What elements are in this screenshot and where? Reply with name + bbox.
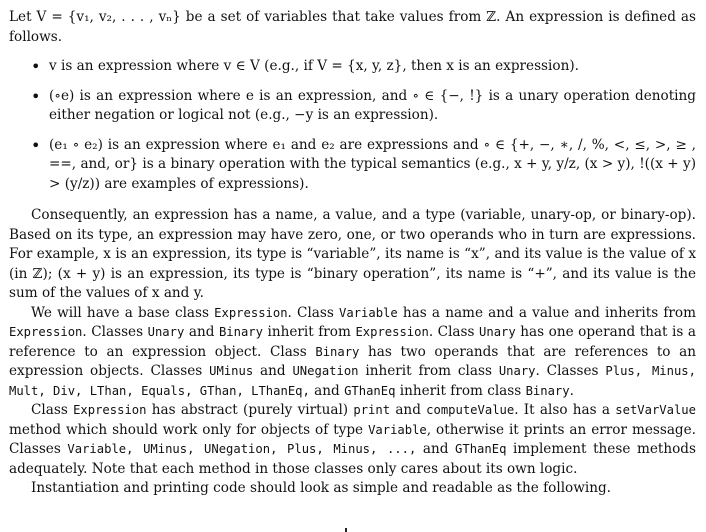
code-variable: Variable — [339, 305, 398, 320]
paragraph-classes — [9, 304, 696, 402]
text-span: has abstract (purely virtual) — [146, 402, 354, 418]
text-span: inherit from — [262, 324, 356, 340]
intro-paragraph: Let V = {v₁, v₂, . . . , vₙ} be a set of variables that take values from ℤ. An expression is defined as follows. — [9, 9, 696, 45]
code-unary: Unary — [479, 325, 516, 339]
code-setvarvalue: setVarValue — [615, 403, 696, 417]
text-span: , otherwise it prints an error message. Classes — [9, 421, 696, 457]
text-span: and — [184, 324, 219, 340]
text-span: . Classes — [82, 324, 148, 340]
code-block-edge — [345, 528, 347, 532]
code-print: print — [353, 403, 391, 417]
definition-list — [9, 57, 696, 194]
text-span: inherit from class — [358, 363, 499, 379]
code-binary: Binary — [315, 344, 360, 359]
text-span: We will have a base class — [31, 304, 215, 321]
bullet-variable: • v is an expression where v ∈ V (e.g., if V = {x, y, z}, then x is an expression). — [9, 57, 696, 77]
paragraph-consequently: Consequently, an expression has a name, a value, and a type (variable, unary-op, or binary-op). Based on its type, an expression may have zero, one, or two operands who in turn are expressions. For example, x is an expression, its type is “variable”, its name is “x”, and its value is the value of x (in ℤ); (x + y) is an expression, its type is “binary operation”, its name is “+”, and its value is the sum of the values of x and y. — [9, 207, 696, 301]
text-span: . — [569, 382, 574, 399]
code-computevalue: computeValue — [426, 403, 515, 417]
code-gthaneq: GThanEq — [344, 383, 396, 398]
code-binary: Binary — [525, 383, 570, 398]
bullet-binary: • (e₁ ∘ e₂) is an expression where e₁ and e₂ are expressions and ∘ ∈ {+, −, ∗, /, %, <, ≤, >, ≥ , ==, and, or} is a binary operation with the typical semantics (e.g., x + y, y/z, (x > y), !((x + y) > (y/z)) are examples of expressions). — [9, 136, 696, 195]
code-expression: Expression — [214, 305, 288, 320]
text-span: has one operand that is a reference to an expression object. Class — [9, 324, 696, 360]
code-unary: Unary — [498, 364, 536, 378]
code-gthaneq: GThanEq — [455, 442, 507, 456]
code-binary-subclasses: Plus, Minus, Mult, Div, LThan, Equals, GThan, LThanEq, — [9, 364, 696, 398]
code-variable: Variable — [368, 422, 427, 437]
text-span: has a name and a value and inherits from — [397, 304, 696, 321]
code-unegation: UNegation — [292, 364, 359, 378]
text-span: . Class — [287, 304, 340, 321]
code-expression: Expression — [355, 325, 429, 339]
paragraph-methods — [9, 401, 696, 479]
code-expression: Expression — [9, 325, 83, 339]
text-span: . Class — [428, 324, 480, 340]
text-span: Class — [31, 402, 74, 418]
text-span: . Classes — [535, 363, 606, 379]
bullet-unary: • (∘e) is an expression where e is an expression, and ∘ ∈ {−, !} is a unary operation denoting either negation or logical not (e.g., −y is an expression). — [9, 87, 696, 126]
text-span: implement these methods adequately. Note that each method in those classes only cares about its own logic. — [9, 441, 696, 477]
text-span: . It also has a — [514, 402, 616, 418]
text-span: has two operands that are references to an expression objects. Classes — [9, 343, 696, 379]
text-span: and — [309, 382, 345, 399]
code-expression: Expression — [73, 403, 147, 417]
paragraph-instantiation: Instantiation and printing code should look as simple and readable as the following. — [31, 480, 611, 496]
code-uminus: UMinus — [209, 364, 254, 378]
text-span: and — [253, 363, 293, 379]
code-unary: Unary — [147, 325, 185, 339]
text-span: inherit from class — [395, 382, 526, 399]
text-span: and — [390, 402, 427, 418]
code-binary: Binary — [218, 325, 263, 339]
text-span: method which should work only for objects of type — [9, 421, 369, 438]
text-span: and — [416, 441, 456, 457]
code-class-list: Variable, UMinus, UNegation, Plus, Minus, ..., — [67, 442, 417, 456]
